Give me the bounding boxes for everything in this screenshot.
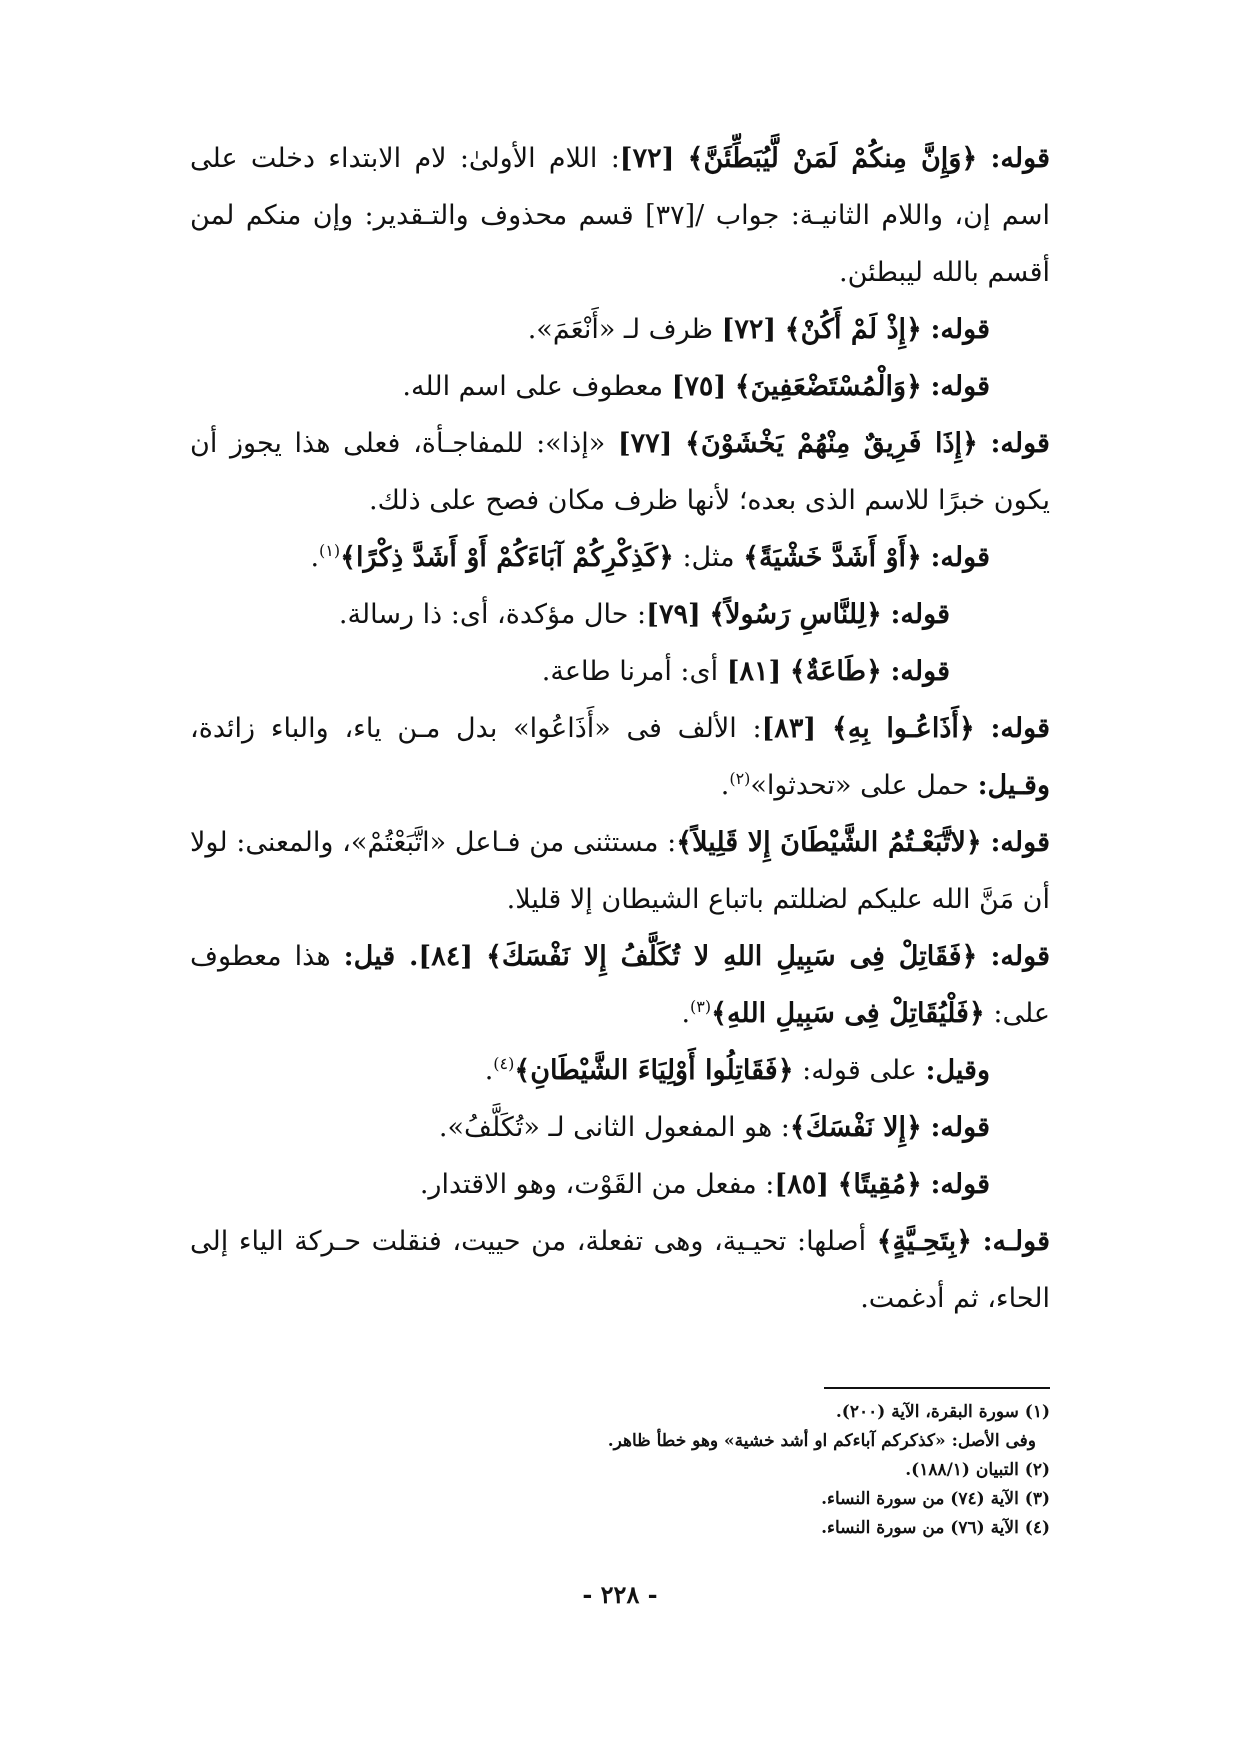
paragraph-label: قوله: xyxy=(930,371,990,402)
quran-verse: ﴿طَاعَةٌ﴾ xyxy=(789,656,882,687)
commentary-text: : اللام الأولىٰ: لام الابتداء دخلت على اسم إن، واللام الثانيـة: جواب /[٣٧] قسم محذوف والتـقدير: وإن منكم لمن أقسم بالله ليبطئن. xyxy=(190,143,1050,288)
paragraph-12 xyxy=(190,1099,1050,1156)
paragraph-1 xyxy=(190,130,1050,301)
quran-verse: ﴿أَذَاعُـوا بِهِ﴾ xyxy=(831,713,975,744)
footnote-1-note: وفى الأصل: «كذكركم آباءكم او أشد خشية» وهو خطأ ظاهر. xyxy=(607,1431,1036,1451)
paragraph-label: قولـه: xyxy=(982,1226,1050,1257)
commentary-text: : هو المفعول الثانى لـ «تُكَلَّفُ». xyxy=(438,1112,790,1143)
paragraph-label: قوله: xyxy=(930,314,990,345)
verse-number: [٨٥] xyxy=(774,1169,829,1200)
footnote-marker: (٢) xyxy=(729,769,751,788)
commentary-text-end: . xyxy=(310,542,320,573)
paragraph-label: قوله: xyxy=(930,542,990,573)
commentary-text: مثل: xyxy=(673,542,744,573)
verse-number: [٧٢] xyxy=(619,143,675,174)
commentary-text-end: . xyxy=(720,770,730,801)
paragraph-label: قوله: xyxy=(990,428,1050,459)
commentary-text: : مفعل من القَوْت، وهو الاقتدار. xyxy=(419,1169,775,1200)
qila-label: قيل: xyxy=(343,941,410,972)
paragraph-label: قوله: xyxy=(930,1112,990,1143)
paragraph-label: قوله: xyxy=(990,143,1050,174)
paragraph-8 xyxy=(190,700,1050,814)
paragraph-13 xyxy=(190,1156,1050,1213)
commentary-text: : الألف فى «أَذَاعُوا» بدل مـن ياء، والباء زائدة، xyxy=(190,713,762,744)
footnote-marker: (٤) xyxy=(493,1054,515,1073)
paragraph-label: قوله: xyxy=(990,827,1050,858)
paragraph-6 xyxy=(190,586,1050,643)
footnote-marker: (٣) xyxy=(690,997,712,1016)
commentary-text: «إذا»: للمفاجـأة، فعلى هذا يجوز أن يكون خبرًا للاسم الذى بعده؛ لأنها ظرف مكان فصح على ذلك. xyxy=(190,428,1050,516)
paragraph-label: قوله: xyxy=(930,1169,990,1200)
paragraph-11 xyxy=(190,1042,1050,1099)
verse-number: [٧٥] xyxy=(671,371,727,402)
commentary-text-end: . xyxy=(484,1055,494,1086)
quran-verse: ﴿لاتَّبَعْـتُمُ الشَّيْطَانَ إِلا قَلِيلاً﴾ xyxy=(676,827,982,858)
footnote-4: (٤) الآية (٧٦) من سورة النساء. xyxy=(821,1518,1050,1538)
page-number: - ٢٢٨ - xyxy=(582,1580,658,1609)
quran-verse: ﴿بِتَحِـيَّةٍ﴾ xyxy=(876,1226,972,1257)
commentary-text: : حال مؤكدة، أى: ذا رسالة. xyxy=(338,599,647,630)
quran-verse: ﴿لِلنَّاسِ رَسُولاً﴾ xyxy=(709,599,882,630)
commentary-text-end: . xyxy=(681,998,691,1029)
footnote-separator xyxy=(824,1387,1050,1389)
commentary-text: أى: أمرنا طاعة. xyxy=(541,656,727,687)
footnote-marker: (١) xyxy=(319,541,341,560)
verse-number: [٧٢] xyxy=(721,314,777,345)
paragraph-2 xyxy=(190,301,1050,358)
quran-verse-second: ﴿فَقَاتِلُوا أَوْلِيَاءَ الشَّيْطَانِ﴾ xyxy=(514,1055,794,1086)
quran-verse: ﴿مُقِيتًا﴾ xyxy=(837,1169,922,1200)
verse-number: [٨٣] xyxy=(761,713,817,744)
quran-verse: ﴿إِذَا فَرِيقٌ مِنْهُمْ يَخْشَوْنَ﴾ xyxy=(685,428,978,459)
verse-number: [٧٩] xyxy=(646,599,701,630)
quran-verse: ﴿فَقَاتِلْ فِى سَبِيلِ اللهِ لا تُكَلَّفُ إِلا نَفْسَكَ﴾ xyxy=(486,941,978,972)
quran-verse-second: ﴿فَلْيُقَاتِلْ فِى سَبِيلِ اللهِ﴾ xyxy=(711,998,985,1029)
quran-verse-second: ﴿كَذِكْرِكُمْ آبَاءَكُمْ أَوْ أَشَدَّ ذِكْرًا﴾ xyxy=(340,542,674,573)
quran-verse: ﴿أَوْ أَشَدَّ خَشْيَةً﴾ xyxy=(743,542,922,573)
paragraph-14 xyxy=(190,1213,1050,1327)
quran-verse: ﴿إِذْ لَمْ أَكُنْ﴾ xyxy=(784,314,922,345)
commentary-text: هذا معطوف على: xyxy=(190,941,1050,1029)
verse-number: [٨٤]. xyxy=(409,941,474,972)
footnote-3: (٣) الآية (٧٤) من سورة النساء. xyxy=(821,1489,1050,1509)
paragraph-5 xyxy=(190,529,1050,586)
paragraph-10 xyxy=(190,928,1050,1042)
quran-verse: ﴿وَالْمُسْتَضْعَفِينَ﴾ xyxy=(734,371,922,402)
commentary-text: معطوف على اسم الله. xyxy=(402,371,672,402)
verse-number: [٧٧] xyxy=(617,428,673,459)
verse-number: [٨١] xyxy=(726,656,782,687)
paragraph-4 xyxy=(190,415,1050,529)
commentary-text: أصلها: تحيـية، وهى تفعلة، من حييت، فنقلت حـركة الياء إلى الحاء، ثم أدغمت. xyxy=(190,1226,1050,1314)
paragraph-label: قوله: xyxy=(890,599,950,630)
commentary-text: على قوله: xyxy=(793,1055,926,1086)
commentary-text: : مستثنى من فـاعل «اتَّبَعْتُمْ»، والمعنى: لولا أن مَنَّ الله عليكم لضللتم باتباع الشيطان إلا قليلا. xyxy=(190,827,1050,915)
footnotes xyxy=(190,1398,1050,1543)
paragraph-label: قوله: xyxy=(890,656,950,687)
paragraph-label: قوله: xyxy=(990,941,1050,972)
quran-verse: ﴿إِلا نَفْسَكَ﴾ xyxy=(789,1112,922,1143)
paragraph-3 xyxy=(190,358,1050,415)
qila-label: وقـيل: xyxy=(977,770,1050,801)
commentary-text: ظرف لـ «أَنْعَمَ». xyxy=(527,314,722,345)
paragraph-label: وقيل: xyxy=(925,1055,990,1086)
paragraph-9 xyxy=(190,814,1050,928)
main-text xyxy=(190,130,1050,1327)
quran-verse: ﴿وَإِنَّ مِنكُمْ لَمَنْ لَّيُبَطِّئَنَّ﴾ xyxy=(687,143,978,174)
footnote-2: (٢) التبيان (١٨٨/١). xyxy=(905,1460,1050,1480)
paragraph-label: قوله: xyxy=(990,713,1050,744)
paragraph-7 xyxy=(190,643,1050,700)
commentary-text-2: حمل على «تحدثوا» xyxy=(750,770,978,801)
footnote-1: (١) سورة البقرة، الآية (٢٠٠). xyxy=(835,1402,1050,1422)
